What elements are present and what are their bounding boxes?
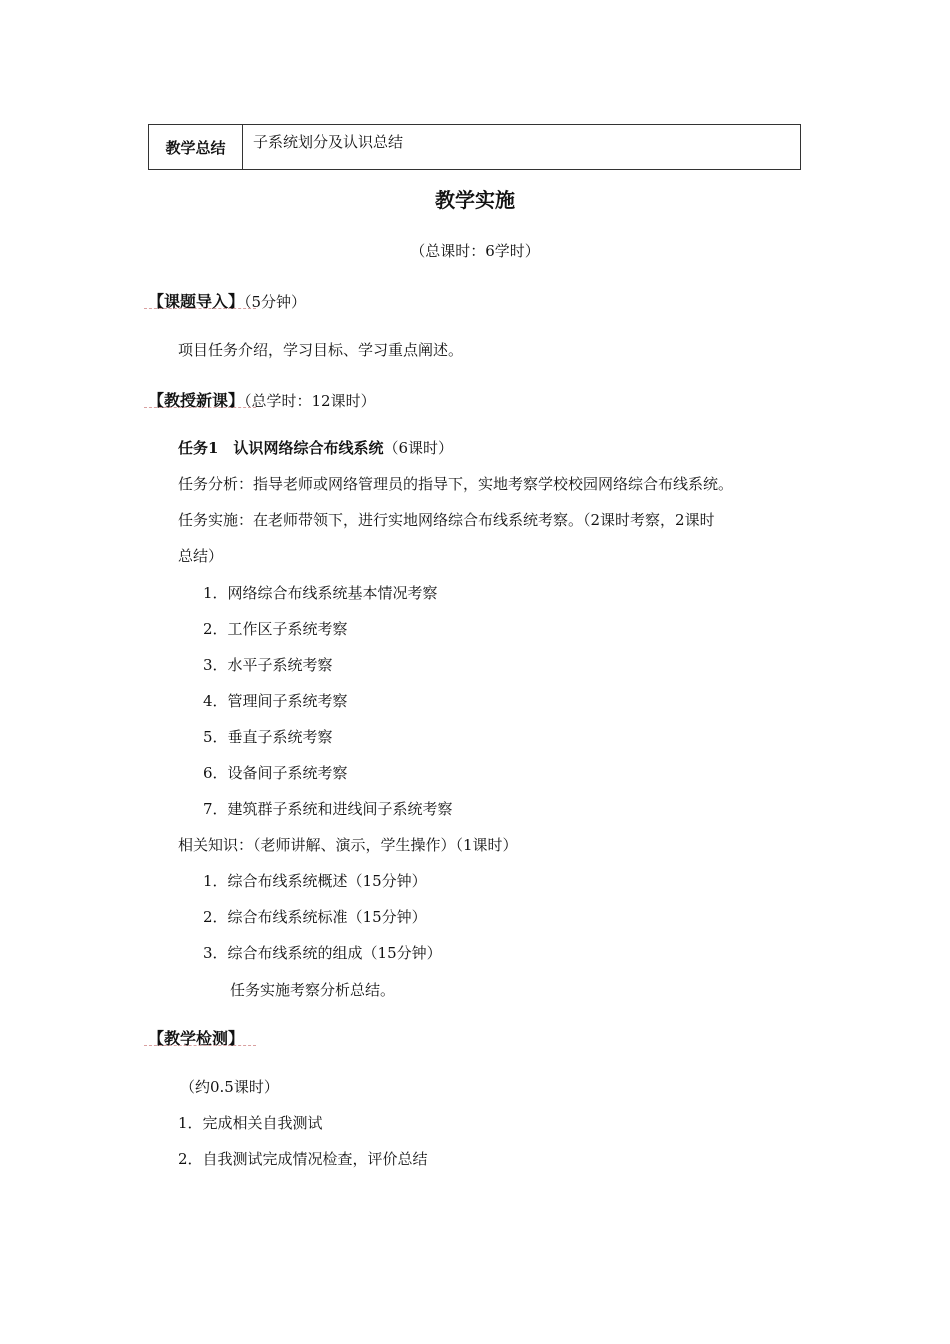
section-intro-title: 【课题导入】: [148, 292, 245, 311]
step-item: 4．管理间子系统考察: [203, 692, 348, 710]
section-new-lesson-title: 【教授新课】: [148, 391, 245, 410]
knowledge-item: 3．综合布线系统的组成（15分钟）: [203, 944, 442, 962]
step-item: 5．垂直子系统考察: [203, 728, 333, 746]
knowledge-summary: 任务实施考察分析总结。: [230, 981, 396, 999]
step-item: 1．网络综合布线系统基本情况考察: [203, 584, 438, 602]
section-test-underline: [144, 1045, 256, 1046]
knowledge-item: 2．综合布线系统标准（15分钟）: [203, 908, 427, 926]
section-test-heading: 【教学检测】: [148, 1029, 245, 1048]
test-item: 2．自我测试完成情况检查，评价总结: [178, 1150, 428, 1168]
task-title-text: 任务1 认识网络综合布线系统: [178, 439, 384, 457]
section-new-lesson-note: （总学时：12课时）: [244, 392, 376, 410]
task-title: [178, 437, 453, 458]
section-intro-note: （5分钟）: [244, 293, 307, 311]
summary-table: [148, 124, 801, 170]
page-subtitle: （总课时：6学时）: [410, 242, 540, 260]
summary-value: 子系统划分及认识总结: [253, 133, 404, 151]
test-item: 1．完成相关自我测试: [178, 1114, 323, 1132]
knowledge-item: 1．综合布线系统概述（15分钟）: [203, 872, 427, 890]
intro-text: 项目任务介绍，学习目标、学习重点阐述。: [178, 341, 464, 359]
step-item: 2．工作区子系统考察: [203, 620, 348, 638]
summary-label: 教学总结: [149, 125, 243, 169]
section-intro-underline: [144, 308, 256, 309]
task-analysis: 任务分析：指导老师或网络管理员的指导下，实地考察学校校园网络综合布线系统。: [178, 475, 734, 493]
knowledge-title: 相关知识：（老师讲解、演示，学生操作）（1课时）: [178, 836, 518, 854]
task-implementation-line2: 总结）: [178, 547, 224, 565]
task-implementation-line1: 任务实施：在老师带领下，进行实地网络综合布线系统考察。（2课时考察，2课时: [178, 511, 715, 529]
step-item: 6．设备间子系统考察: [203, 764, 348, 782]
task-hours: （6课时）: [383, 439, 453, 457]
section-new-lesson-underline: [144, 407, 256, 408]
test-note: （约0.5课时）: [180, 1078, 279, 1096]
step-item: 7．建筑群子系统和进线间子系统考察: [203, 800, 453, 818]
page-title: 教学实施: [435, 188, 515, 212]
step-item: 3．水平子系统考察: [203, 656, 333, 674]
